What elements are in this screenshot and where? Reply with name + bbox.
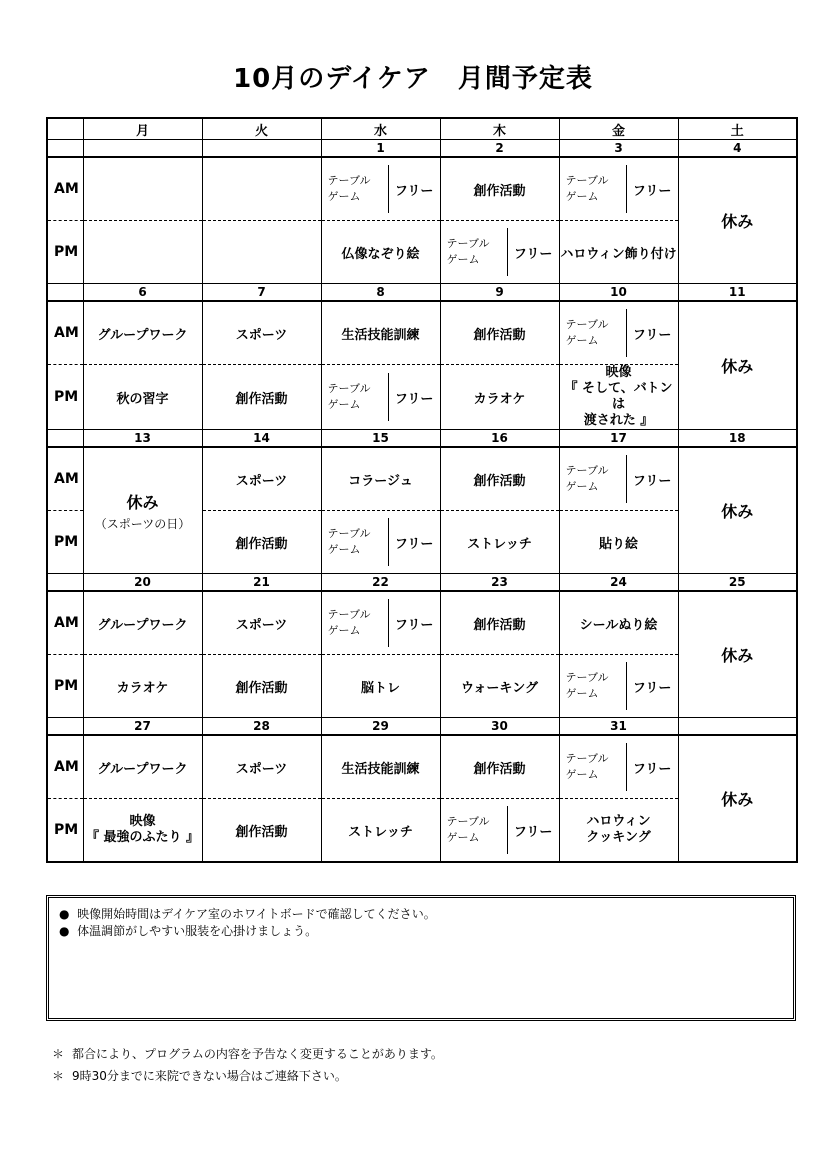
activity-cell: 脳トレ xyxy=(321,655,440,718)
saturday-rest-cell: 休み xyxy=(678,157,797,284)
pm-label: PM xyxy=(47,365,83,430)
activity-cell: テーブル ゲーム フリー xyxy=(440,221,559,284)
activity-cell xyxy=(202,157,321,221)
date-cell: 24 xyxy=(559,574,678,592)
activity-cell: テーブル ゲーム フリー xyxy=(559,157,678,221)
activity-cell: ストレッチ xyxy=(440,511,559,574)
activity-cell: 映像 『 最強のふたり 』 xyxy=(83,799,202,863)
activity-cell: 創作活動 xyxy=(440,157,559,221)
date-cell: 3 xyxy=(559,140,678,158)
activity-cell: スポーツ xyxy=(202,591,321,655)
activity-cell: グループワーク xyxy=(83,301,202,365)
activity-cell: カラオケ xyxy=(440,365,559,430)
date-cell: 7 xyxy=(202,284,321,302)
am-label: AM xyxy=(47,735,83,799)
week3-am-row xyxy=(47,447,797,511)
week4-am-row xyxy=(47,591,797,655)
weekday-header-row xyxy=(47,118,797,140)
am-label: AM xyxy=(47,447,83,511)
activity-cell: 創作活動 xyxy=(440,591,559,655)
activity-cell: 映像 『 そして、バトンは 渡された 』 xyxy=(559,365,678,430)
date-cell: 2 xyxy=(440,140,559,158)
activity-cell: ウォーキング xyxy=(440,655,559,718)
date-cell xyxy=(678,718,797,736)
date-cell: 25 xyxy=(678,574,797,592)
activity-cell: シールぬり絵 xyxy=(559,591,678,655)
week1-date-row xyxy=(47,140,797,158)
weekday-wed: 水 xyxy=(321,118,440,140)
activity-cell: 仏像なぞり絵 xyxy=(321,221,440,284)
activity-cell: ハロウィン飾り付け xyxy=(559,221,678,284)
date-cell: 28 xyxy=(202,718,321,736)
activity-cell: テーブル ゲーム フリー xyxy=(559,655,678,718)
weekday-tue: 火 xyxy=(202,118,321,140)
date-cell: 17 xyxy=(559,430,678,448)
activity-cell: 創作活動 xyxy=(440,735,559,799)
date-cell: 20 xyxy=(83,574,202,592)
footer-note: ＊ 9時30分までに来院できない場合はご連絡下さい。 xyxy=(52,1069,347,1083)
activity-cell xyxy=(83,157,202,221)
date-cell: 16 xyxy=(440,430,559,448)
date-cell xyxy=(202,140,321,158)
schedule-table xyxy=(46,117,798,863)
weekday-mon: 月 xyxy=(83,118,202,140)
activity-cell: テーブル ゲーム フリー xyxy=(559,447,678,511)
bullet-icon: ● xyxy=(59,924,70,938)
activity-cell: 創作活動 xyxy=(202,799,321,863)
holiday-cell: 休み （スポーツの日） xyxy=(83,447,202,574)
am-label: AM xyxy=(47,301,83,365)
date-cell: 22 xyxy=(321,574,440,592)
activity-cell: 創作活動 xyxy=(202,511,321,574)
corner-cell xyxy=(47,118,83,140)
date-cell: 14 xyxy=(202,430,321,448)
date-cell: 30 xyxy=(440,718,559,736)
activity-cell: テーブル ゲーム フリー xyxy=(559,735,678,799)
pm-label: PM xyxy=(47,655,83,718)
activity-cell: 秋の習字 xyxy=(83,365,202,430)
activity-cell: グループワーク xyxy=(83,735,202,799)
activity-cell: 生活技能訓練 xyxy=(321,301,440,365)
activity-cell xyxy=(83,221,202,284)
date-cell: 10 xyxy=(559,284,678,302)
week2-date-row xyxy=(47,284,797,302)
date-cell: 9 xyxy=(440,284,559,302)
pm-label: PM xyxy=(47,799,83,863)
date-cell: 15 xyxy=(321,430,440,448)
saturday-rest-cell: 休み xyxy=(678,301,797,430)
activity-cell: テーブル ゲーム フリー xyxy=(559,301,678,365)
week3-date-row xyxy=(47,430,797,448)
date-cell: 13 xyxy=(83,430,202,448)
week1-am-row xyxy=(47,157,797,221)
activity-cell: 創作活動 xyxy=(440,301,559,365)
date-cell: 6 xyxy=(83,284,202,302)
weekday-sat: 土 xyxy=(678,118,797,140)
date-cell: 31 xyxy=(559,718,678,736)
activity-cell: テーブル ゲーム フリー xyxy=(321,591,440,655)
activity-cell: テーブル ゲーム フリー xyxy=(321,365,440,430)
activity-cell: ストレッチ xyxy=(321,799,440,863)
footer-note: ＊ 都合により、プログラムの内容を予告なく変更することがあります。 xyxy=(52,1047,443,1061)
activity-cell: コラージュ xyxy=(321,447,440,511)
date-cell: 4 xyxy=(678,140,797,158)
activity-cell: テーブル ゲーム フリー xyxy=(440,799,559,863)
bullet-icon: ● xyxy=(59,907,70,921)
date-cell: 27 xyxy=(83,718,202,736)
activity-cell: スポーツ xyxy=(202,735,321,799)
saturday-rest-cell: 休み xyxy=(721,790,754,809)
date-cell: 23 xyxy=(440,574,559,592)
notes-box xyxy=(46,895,796,1021)
activity-cell: 創作活動 xyxy=(202,365,321,430)
am-label: AM xyxy=(47,157,83,221)
date-cell: 8 xyxy=(321,284,440,302)
weekday-thu: 木 xyxy=(440,118,559,140)
week4-date-row xyxy=(47,574,797,592)
date-cell xyxy=(83,140,202,158)
activity-cell: 創作活動 xyxy=(440,447,559,511)
activity-cell: テーブル ゲーム フリー xyxy=(321,511,440,574)
activity-cell: スポーツ xyxy=(202,447,321,511)
date-cell: 11 xyxy=(678,284,797,302)
note-item: ● 体温調節がしやすい服装を心掛けましょう。 xyxy=(59,924,318,938)
activity-cell: ハロウィン クッキング xyxy=(559,799,678,863)
pm-label: PM xyxy=(47,511,83,574)
activity-cell: スポーツ xyxy=(202,301,321,365)
week5-am-row xyxy=(47,735,797,799)
activity-cell: テーブル ゲーム フリー xyxy=(321,157,440,221)
date-cell: 21 xyxy=(202,574,321,592)
activity-cell: カラオケ xyxy=(83,655,202,718)
activity-cell: グループワーク xyxy=(83,591,202,655)
activity-cell: 貼り絵 xyxy=(559,511,678,574)
date-cell: 29 xyxy=(321,718,440,736)
pm-label: PM xyxy=(47,221,83,284)
date-cell: 1 xyxy=(321,140,440,158)
page-title: 10月のデイケア 月間予定表 xyxy=(233,64,593,94)
week5-date-row xyxy=(47,718,797,736)
week2-am-row xyxy=(47,301,797,365)
asterisk-icon: ＊ xyxy=(52,1047,65,1061)
activity-cell xyxy=(202,221,321,284)
date-cell: 18 xyxy=(678,430,797,448)
saturday-rest-cell: 休み xyxy=(678,591,797,718)
weekday-fri: 金 xyxy=(559,118,678,140)
am-label: AM xyxy=(47,591,83,655)
saturday-rest-cell: 休み xyxy=(678,447,797,574)
note-item: ● 映像開始時間はデイケア室のホワイトボードで確認してください。 xyxy=(59,907,436,921)
asterisk-icon: ＊ xyxy=(52,1069,65,1083)
activity-cell: 生活技能訓練 xyxy=(321,735,440,799)
activity-cell: 創作活動 xyxy=(202,655,321,718)
